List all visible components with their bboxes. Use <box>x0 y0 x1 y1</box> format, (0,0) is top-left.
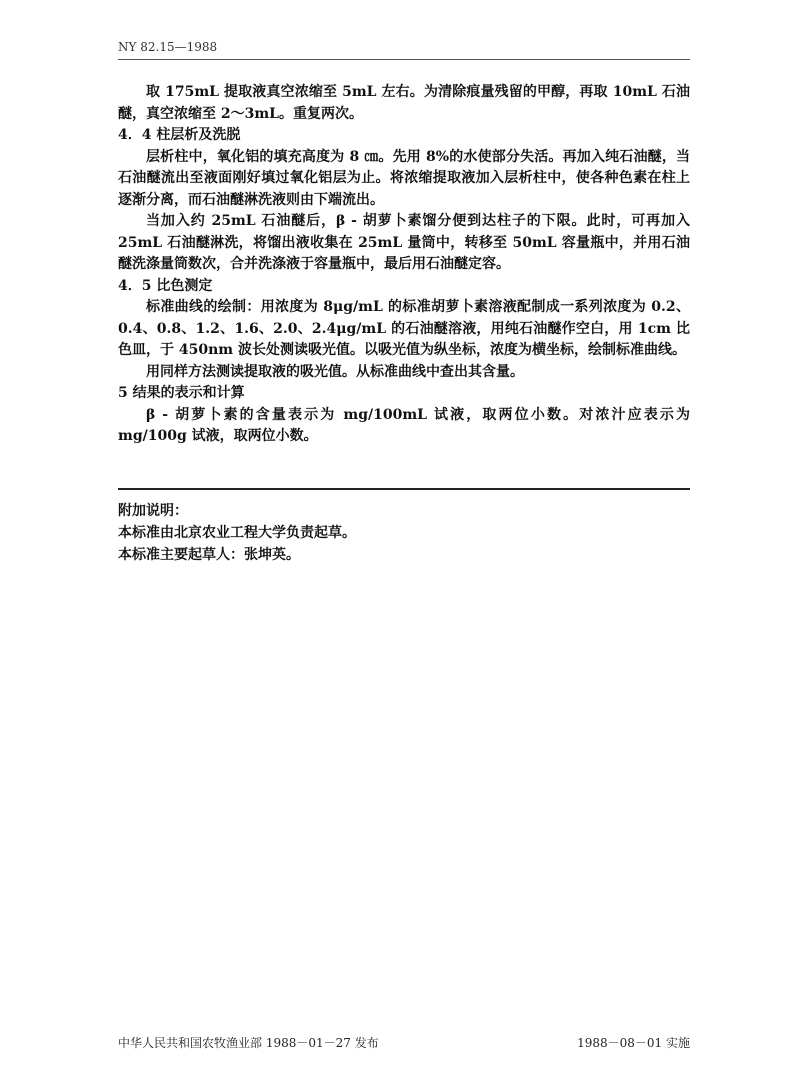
additional-notes <box>118 500 690 566</box>
paragraph-elution: 当加入约 25mL 石油醚后，β - 胡萝卜素馏分便到达柱子的下限。此时，可再加入 25mL 石油醚淋洗，将馏出液收集在 25mL 量筒中，转移至 50mL 容量瓶中，并用石油醚洗涤量筒数次，合并洗涤液于容量瓶中，最后用石油醚定容。 <box>118 213 690 272</box>
paragraph-column-packing: 层析柱中，氧化铝的填充高度为 8 ㎝。先用 8%的水使部分失活。再加入纯石油醚，当石油醚流出至液面刚好填过氧化铝层为止。将浓缩提取液加入层析柱中，使各种色素在柱上逐渐分离，而石油醚淋洗液则由下端流出。 <box>118 148 690 208</box>
paragraph-sample-measure: 用同样方法测读提取液的吸光值。从标准曲线中查出其含量。 <box>146 363 524 380</box>
document-code-header: NY 82.15—1988 <box>118 40 218 54</box>
document-body <box>118 82 690 448</box>
effective-date: 1988－08－01 实施 <box>577 1036 690 1050</box>
note-separator <box>118 488 690 490</box>
paragraph-concentration: 取 175mL 提取液真空浓缩至 5mL 左右。为清除痕量残留的甲醇，再取 10mL 石油醚，真空浓缩至 2～3mL。重复两次。 <box>118 84 690 122</box>
section-heading-4-5: 4．5 比色测定 <box>118 277 213 294</box>
note-drafting-org: 本标准由北京农业工程大学负责起草。 <box>118 525 356 541</box>
paragraph-standard-curve: 标准曲线的绘制：用浓度为 8μg/mL 的标准胡萝卜素溶液配制成一系列浓度为 0.2、0.4、0.8、1.2、1.6、2.0、2.4μg/mL 的石油醚溶液，用纯石油醚作空白，用 1cm 比色皿，于 450nm 波长处测读吸光值。以吸光值为纵坐标，浓度为横坐标，绘制标准曲线。 <box>118 299 690 358</box>
header-rule <box>118 59 690 60</box>
issue-date: 中华人民共和国农牧渔业部 1988－01－27 发布 <box>118 1036 379 1050</box>
section-heading-4-4: 4．4 柱层析及洗脱 <box>118 127 241 143</box>
note-title: 附加说明： <box>118 503 188 519</box>
note-drafter: 本标准主要起草人：张坤英。 <box>118 547 300 563</box>
section-heading-5: 5 结果的表示和计算 <box>118 385 245 401</box>
paragraph-results: β - 胡萝卜素的含量表示为 mg/100mL 试液，取两位小数。对浓汁应表示为 mg/100g 试液，取两位小数。 <box>118 406 690 444</box>
